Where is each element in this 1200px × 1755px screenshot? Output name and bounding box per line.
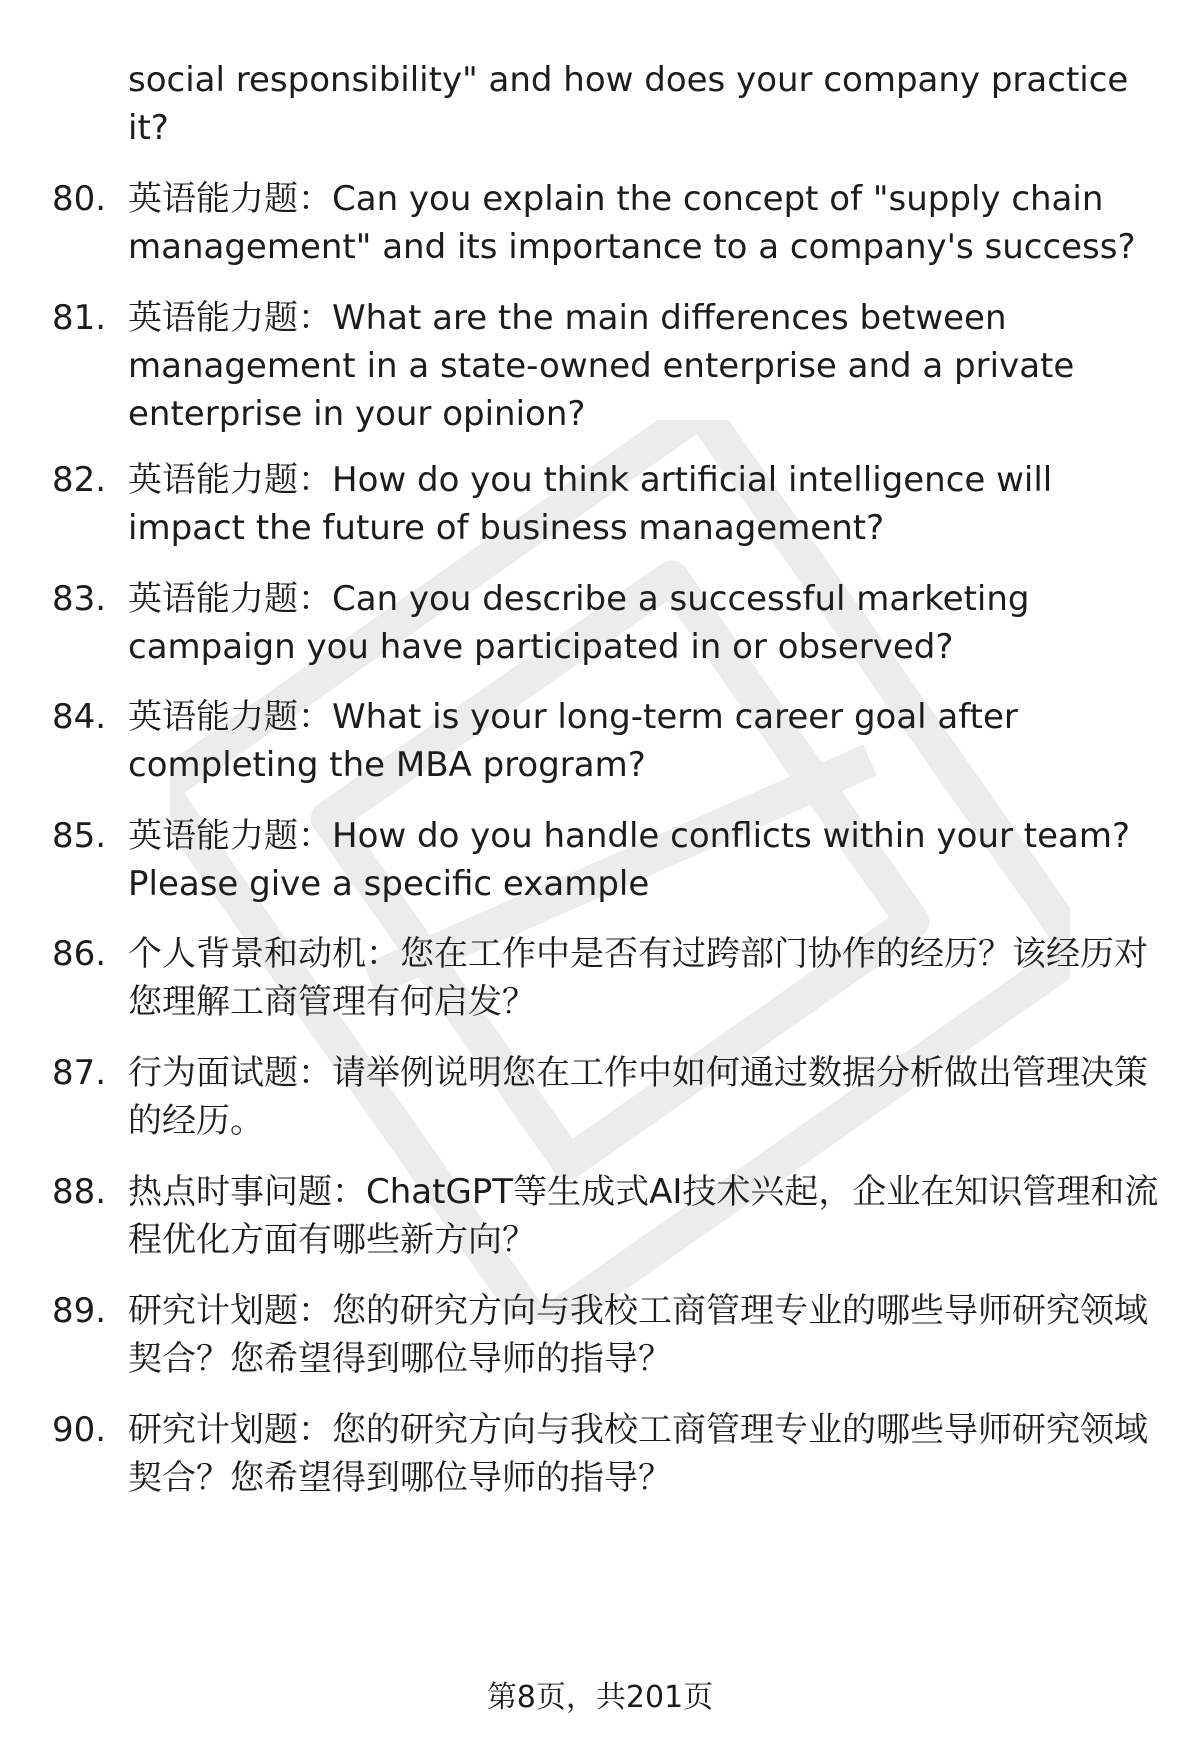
- question-text: 研究计划题：您的研究方向与我校工商管理专业的哪些导师研究领域契合？您希望得到哪位导师的指导？: [128, 1291, 1148, 1379]
- question-text: 个人背景和动机：您在工作中是否有过跨部门协作的经历？该经历对您理解工商管理有何启发？: [128, 934, 1148, 1022]
- question-number: 82.: [52, 460, 107, 500]
- question-list: [0, 56, 1200, 1516]
- question-number: 88.: [52, 1172, 107, 1212]
- question-text: 英语能力题：Can you explain the concept of "supply chain management" and its importance to a company's success?: [128, 179, 1136, 267]
- question-item-86: [0, 930, 1200, 1049]
- question-number: 89.: [52, 1291, 107, 1331]
- question-text: 行为面试题：请举例说明您在工作中如何通过数据分析做出管理决策的经历。: [128, 1053, 1148, 1141]
- question-number: 87.: [52, 1053, 107, 1093]
- question-number: 80.: [52, 179, 107, 219]
- question-item-80: [0, 175, 1200, 294]
- page-footer: [0, 1676, 1200, 1720]
- question-text: 热点时事问题：ChatGPT等生成式AI技术兴起，企业在知识管理和流程优化方面有哪些新方向？: [128, 1172, 1159, 1260]
- question-item-82: [0, 456, 1200, 575]
- question-item-89: [0, 1287, 1200, 1406]
- question-number: 81.: [52, 298, 107, 338]
- question-number: 83.: [52, 579, 107, 619]
- question-text: 英语能力题：How do you handle conflicts within your team? Please give a specific example: [128, 816, 1131, 904]
- question-item-81: [0, 294, 1200, 456]
- question-item-83: [0, 575, 1200, 693]
- question-text: 英语能力题：Can you describe a successful marketing campaign you have participated in or observed?: [128, 579, 1030, 667]
- question-number: 86.: [52, 934, 107, 974]
- question-text: 研究计划题：您的研究方向与我校工商管理专业的哪些导师研究领域契合？您希望得到哪位导师的指导？: [128, 1410, 1148, 1498]
- question-text: social responsibility" and how does your company practice it?: [128, 60, 1129, 148]
- question-item-90: [0, 1406, 1200, 1516]
- question-text: 英语能力题：What are the main differences between management in a state-owned enterprise and a private enterprise in your opinion?: [128, 298, 1075, 434]
- question-item-84: [0, 693, 1200, 812]
- question-item-87: [0, 1049, 1200, 1168]
- question-item-88: [0, 1168, 1200, 1287]
- page-number-label: 第8页，共201页: [486, 1680, 714, 1715]
- question-number: 84.: [52, 697, 107, 737]
- question-item-79-continued: [0, 56, 1200, 175]
- question-item-85: [0, 812, 1200, 930]
- question-text: 英语能力题：How do you think artificial intelligence will impact the future of business management?: [128, 460, 1053, 548]
- question-number: 90.: [52, 1410, 107, 1450]
- question-text: 英语能力题：What is your long-term career goal after completing the MBA program?: [128, 697, 1018, 785]
- question-number: 85.: [52, 816, 107, 856]
